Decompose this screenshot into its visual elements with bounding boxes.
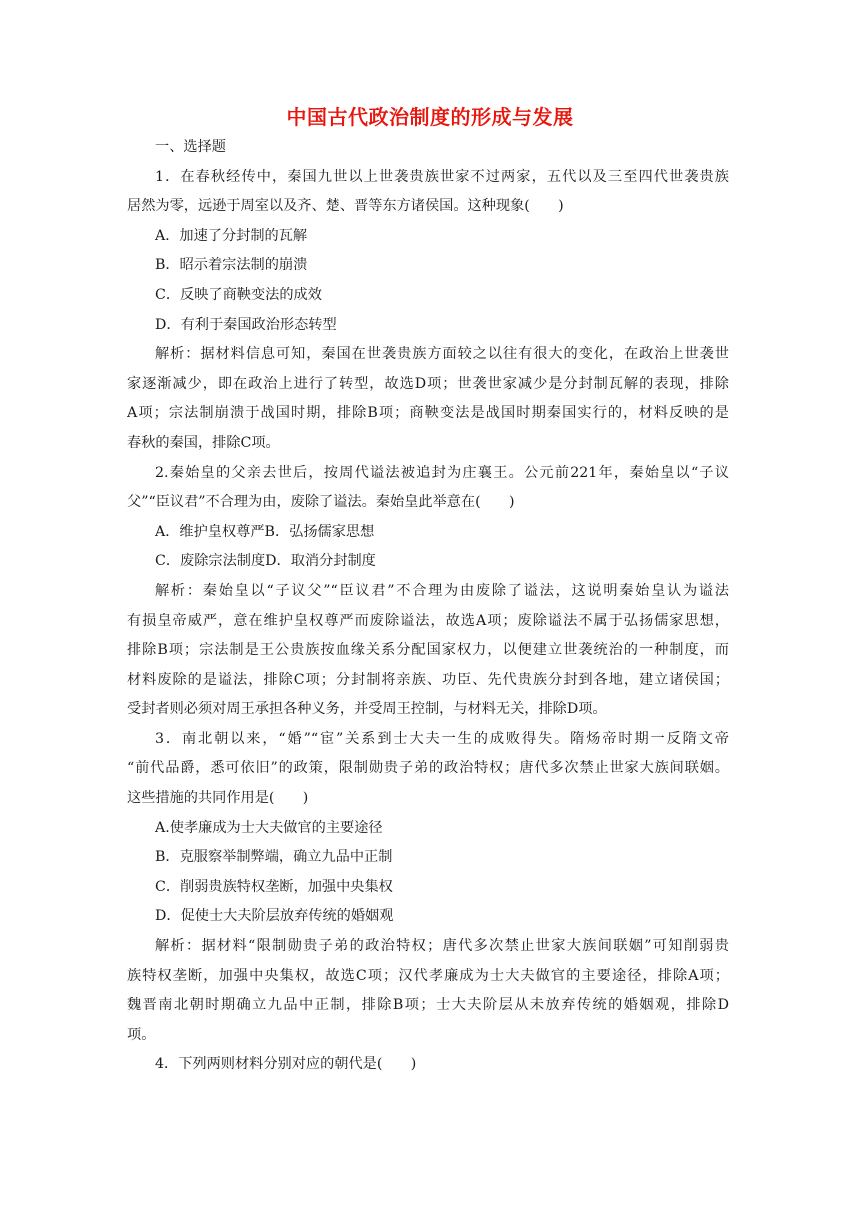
option-a: A.使孝廉成为士大夫做官的主要途径 bbox=[155, 819, 383, 836]
analysis-line: 材料废除的是谥法，排除C项；分封制将亲族、功臣、先代贵族分封到各地，建立诸侯国； bbox=[127, 671, 729, 688]
question-4 bbox=[127, 1050, 729, 1080]
analysis-line: 解析：据材料“限制勋贵子弟的政治特权；唐代多次禁止世家大族间联姻”可知削弱贵 bbox=[155, 938, 729, 955]
analysis-line: 族特权垄断，加强中央集权，故选C项；汉代孝廉成为士大夫做官的主要途径，排除A项； bbox=[127, 967, 729, 984]
section-heading: 一、选择题 bbox=[155, 139, 226, 155]
question-stem-line: 3．南北朝以来，“婚”“宦”关系到士大夫一生的成败得失。隋炀帝时期一反隋文帝 bbox=[155, 730, 729, 747]
option-c: C．削弱贵族特权垄断，加强中央集权 bbox=[155, 878, 393, 895]
analysis-line: 项。 bbox=[127, 1026, 156, 1043]
question-2 bbox=[127, 459, 729, 725]
option-a: A．加速了分封制的瓦解 bbox=[155, 227, 308, 244]
question-stem-line: 这些措施的共同作用是( ) bbox=[127, 790, 309, 807]
analysis-line: 春秋的秦国，排除C项。 bbox=[127, 434, 280, 451]
page-title: 中国古代政治制度的形成与发展 bbox=[286, 105, 574, 129]
question-stem-line: 4．下列两则材料分别对应的朝代是( ) bbox=[155, 1056, 417, 1073]
analysis-line: 魏晋南北朝时期确立九品中正制，排除B项；士大夫阶层从未放弃传统的婚姻观，排除D bbox=[127, 997, 729, 1014]
option-d: D．有利于秦国政治形态转型 bbox=[155, 316, 337, 333]
question-stem-line: 1．在春秋经传中，秦国九世以上世袭贵族世家不过两家，五代以及三至四代世袭贵族 bbox=[155, 168, 729, 185]
question-stem-line: “前代品爵，悉可依旧”的政策，限制勋贵子弟的政治特权；唐代多次禁止世家大族间联姻。 bbox=[127, 760, 729, 777]
analysis-line: 受封者则必须对周王承担各种义务，并受周王控制，与材料无关，排除D项。 bbox=[127, 701, 607, 718]
document-body bbox=[127, 133, 729, 1080]
question-3 bbox=[127, 725, 729, 1051]
analysis-line: 解析：秦始皇以“子议父”“臣议君”不合理为由废除了谥法，这说明秦始皇认为谥法 bbox=[155, 582, 729, 599]
option-c: C．反映了商鞅变法的成效 bbox=[155, 286, 322, 303]
option-b: B．克服察举制弊端，确立九品中正制 bbox=[155, 849, 393, 866]
question-1 bbox=[127, 163, 729, 459]
option-d: D．促使士大夫阶层放弃传统的婚姻观 bbox=[155, 908, 394, 925]
question-stem-line: 2.秦始皇的父亲去世后，按周代谥法被追封为庄襄王。公元前221年，秦始皇以“子议 bbox=[155, 464, 729, 481]
option-cd: C．废除宗法制度D．取消分封制度 bbox=[155, 553, 376, 570]
option-b: B．昭示着宗法制的崩溃 bbox=[155, 257, 308, 274]
analysis-line: 有损皇帝威严，意在维护皇权尊严而废除谥法，故选A项；废除谥法不属于弘扬儒家思想， bbox=[127, 612, 729, 629]
option-ab: A．维护皇权尊严B．弘扬儒家思想 bbox=[155, 523, 375, 540]
question-stem-line: 居然为零，远逊于周室以及齐、楚、晋等东方诸侯国。这种现象( ) bbox=[127, 198, 564, 215]
analysis-line: 家逐渐减少，即在政治上进行了转型，故选D项；世袭世家减少是分封制瓦解的表现，排除 bbox=[127, 375, 729, 392]
question-stem-line: 父”“臣议君”不合理为由，废除了谥法。秦始皇此举意在( ) bbox=[127, 494, 515, 511]
analysis-line: 排除B项；宗法制是王公贵族按血缘关系分配国家权力，以便建立世袭统治的一种制度，而 bbox=[127, 642, 729, 659]
analysis-line: 解析：据材料信息可知，秦国在世袭贵族方面较之以往有很大的变化，在政治上世袭世 bbox=[155, 346, 729, 363]
analysis-line: A项；宗法制崩溃于战国时期，排除B项；商鞅变法是战国时期秦国实行的，材料反映的是 bbox=[127, 405, 729, 422]
